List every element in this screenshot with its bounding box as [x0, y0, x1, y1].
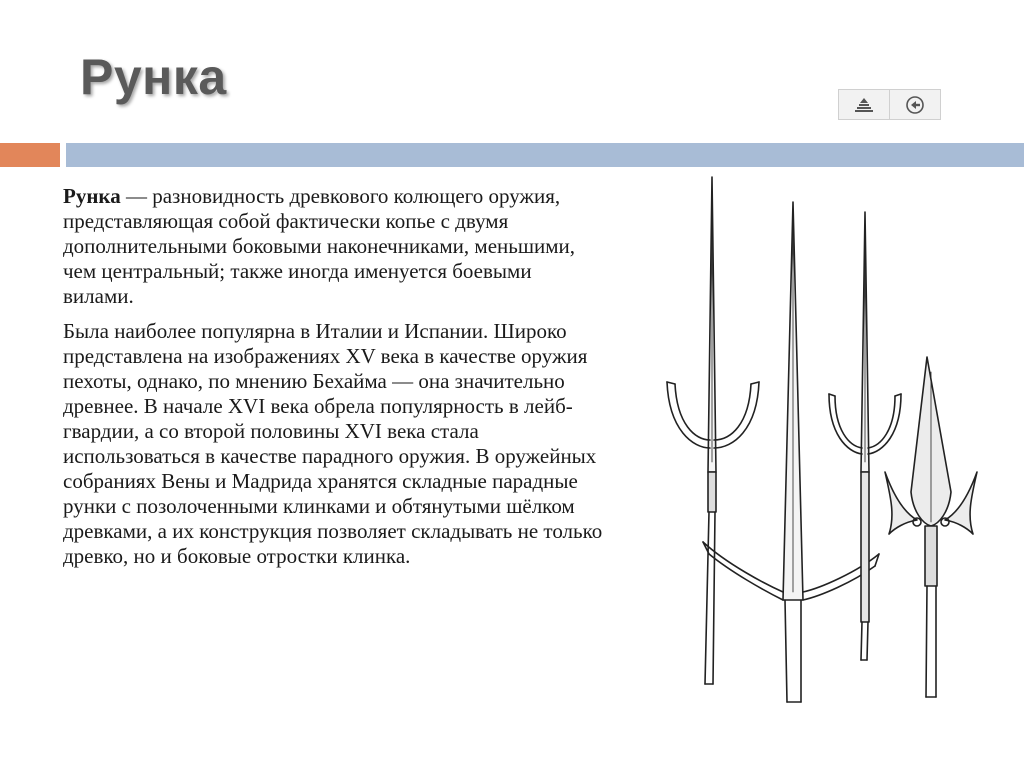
body-text [63, 184, 603, 569]
slide-title: Рунка [80, 49, 227, 105]
back-icon [905, 95, 925, 115]
back-button[interactable] [889, 90, 940, 119]
runka-weapon-3 [829, 212, 901, 660]
term-runka: Рунка [63, 184, 121, 208]
runka-weapon-4 [885, 357, 977, 697]
paragraph-definition [63, 184, 603, 309]
accent-bar-orange [0, 143, 60, 167]
home-icon [853, 97, 875, 113]
home-button[interactable] [839, 90, 889, 119]
definition-text: — разновидность древкового колющего оружия, представляющая собой фактически копье с двумя дополнительными боковыми наконечниками, меньшими, чем центральный; также иногда именуется боевыми вилами. [63, 184, 576, 308]
paragraph-history: Была наиболее популярна в Италии и Испании. Широко представлена на изображениях XV века в качестве оружия пехоты, однако, по мнению Бехайма — она значительно древнее. В начале XVI века обрела популярность в лейб-гвардии, а со второй половины XVI века стала использоваться в качестве парадного оружия. В оружейных собраниях Вены и Мадрида хранятся складные парадные рунки с позолоченными клинками и обтянутыми шёлком древками, а их конструкция позволяет складывать не только древко, но и боковые отростки клинка. [63, 319, 603, 568]
runka-weapon-2 [703, 202, 879, 702]
runka-illustration [655, 172, 985, 717]
runka-weapon-1 [667, 177, 759, 684]
slide-nav [838, 89, 941, 120]
accent-bar-blue [66, 143, 1024, 167]
